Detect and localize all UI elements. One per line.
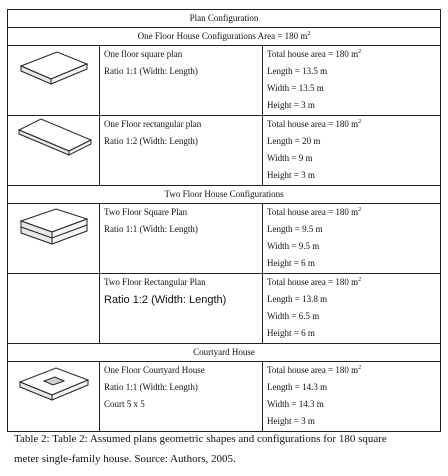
flat-rectangular-slab-icon [15, 116, 93, 156]
table-row [8, 46, 441, 116]
table-row [8, 204, 441, 274]
row-image-cell [8, 362, 100, 432]
section-header-one-floor: One Floor House Configurations Area = 180 $m^2$ [8, 28, 441, 46]
section-header-courtyard: Courtyard House [8, 344, 441, 362]
row-description: One Floor rectangular plan Ratio 1:2 (Width: Length) [100, 116, 263, 186]
plan-configuration-table [7, 9, 441, 432]
table-caption [14, 429, 442, 469]
two-floor-square-block-icon [18, 204, 90, 248]
row-image-cell [8, 116, 100, 186]
table-row [8, 362, 441, 432]
row-dimensions: Total house area = 180 $m^2$ Length = 13.5 m Width = 13.5 m Height = 3 m [263, 46, 441, 116]
courtyard-slab-icon [16, 362, 92, 404]
section-header-two-floor: Two Floor House Configurations [8, 186, 441, 204]
row-image-cell [8, 46, 100, 116]
row-dimensions: Total house area = 180 $m^2$ Length = 9.5 m Width = 9.5 m Height = 6 m [263, 204, 441, 274]
row-description: One floor square plan Ratio 1:1 (Width: Length) [100, 46, 263, 116]
caption-line-1: Table 2: Table 2: Assumed plans geometric shapes and configurations for 180 square [14, 433, 387, 445]
table-row [8, 116, 441, 186]
table-row [8, 274, 441, 344]
row-dimensions: Total house area = 180 $m^2$ Length = 20 m Width = 9 m Height = 3 m [263, 116, 441, 186]
row-description: Two Floor Square Plan Ratio 1:1 (Width: Length) [100, 204, 263, 274]
flat-square-slab-icon [17, 46, 91, 86]
row-dimensions: Total house area = 180 $m^2$ Length = 13.8 m Width = 6.5 m Height = 6 m [263, 274, 441, 344]
row-image-cell [8, 204, 100, 274]
table-title: Plan Configuration [8, 10, 441, 28]
caption-line-2: meter single-family house. Source: Authors, 2005. [14, 453, 236, 465]
row-dimensions: Total house area = 180 $m^2$ Length = 14.3 m Width = 14.3 m Height = 3 m [263, 362, 441, 432]
row-image-cell-empty [8, 274, 100, 344]
row-description: One Floor Courtyard House Ratio 1:1 (Width: Length) Court 5 x 5 [100, 362, 263, 432]
row-description: Two Floor Rectangular Plan Ratio 1:2 (Width: Length) [100, 274, 263, 344]
